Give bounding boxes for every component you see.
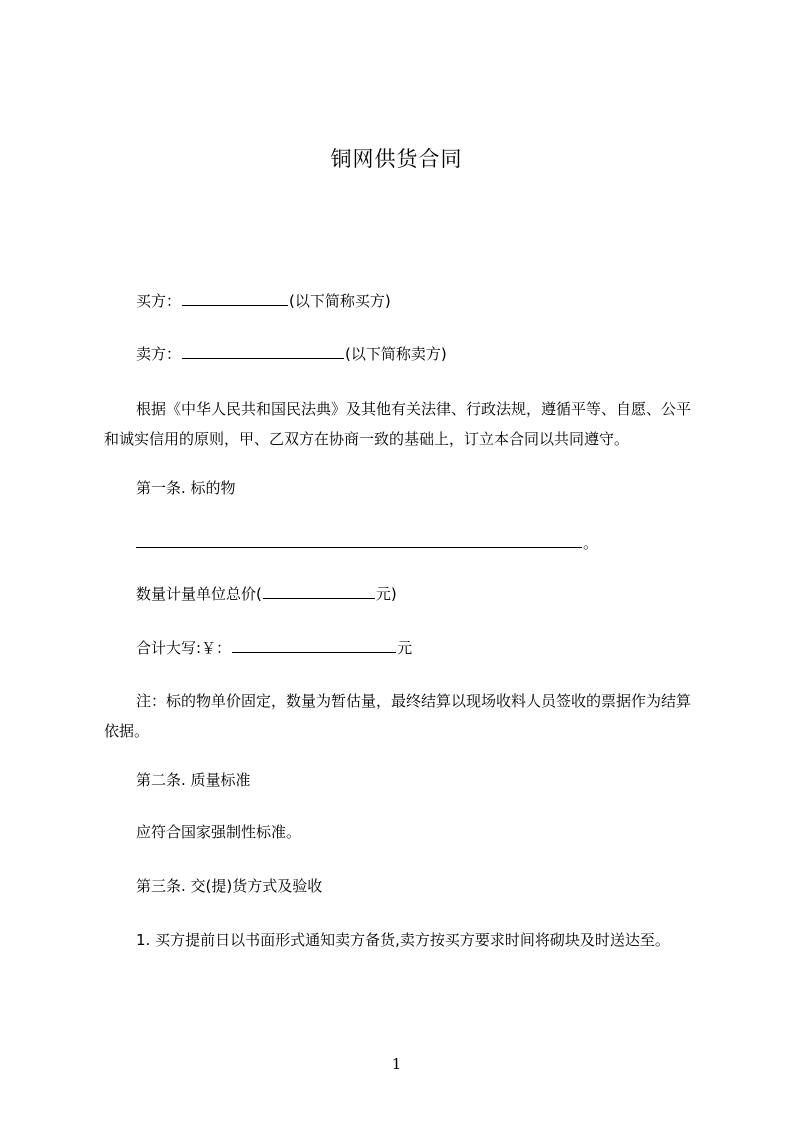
quality-standard-text: 应符合国家强制性标准。 [136,823,302,841]
seller-label: 卖方： [136,345,182,363]
seller-suffix: (以下简称卖方) [345,345,447,363]
total-prefix: 合计大写:￥： [136,639,232,657]
subject-matter-end: 。 [583,534,599,552]
buyer-suffix: (以下简称买方) [289,292,391,310]
article-1-heading: 第一条. 标的物 [136,479,236,497]
quantity-line [136,584,397,604]
article-2-heading: 第二条. 质量标准 [136,771,251,789]
quantity-suffix: 元) [375,585,397,603]
quantity-prefix: 数量计量单位总价( [136,585,262,603]
subject-matter-line [136,533,598,553]
page-number: 1 [391,1055,402,1073]
subject-matter-blank [136,533,582,548]
article-3-item-1: 1. 买方提前日以书面形式通知卖方备货,卖方按买方要求时间将砌块及时送达至。 [136,931,670,949]
seller-line [136,344,447,364]
total-uppercase-blank [232,638,396,653]
buyer-label: 买方： [136,292,182,310]
preamble-paragraph: 根据《中华人民共和国民法典》及其他有关法律、行政法规，遵循平等、自愿、公平和诚实信用的原则，甲、乙双方在协商一致的基础上，订立本合同以共同遵守。 [104,400,692,448]
total-suffix: 元 [397,639,413,657]
article-3-heading: 第三条. 交(提)货方式及验收 [136,877,323,895]
seller-name-blank [182,344,344,359]
buyer-name-blank [182,291,288,306]
settlement-note: 注：标的物单价固定，数量为暂估量，最终结算以现场收料人员签收的票据作为结算依据。 [104,692,692,740]
total-price-blank [263,584,375,599]
total-uppercase-line [136,638,412,658]
buyer-line [136,291,391,311]
document-title: 铜网供货合同 [330,147,463,171]
